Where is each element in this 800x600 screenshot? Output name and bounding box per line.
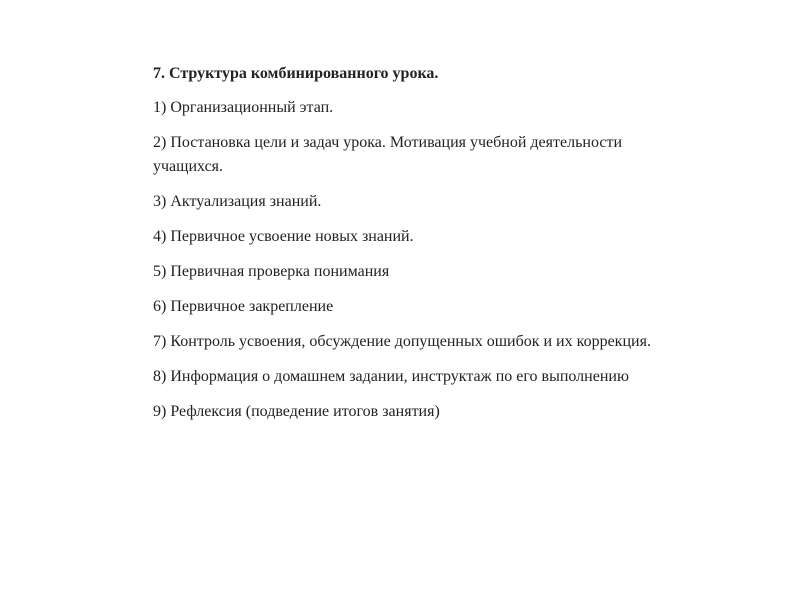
list-item: 1) Организационный этап. — [153, 99, 334, 116]
document-title: 7. Структура комбинированного урока. — [153, 65, 439, 82]
list-item: 8) Информация о домашнем задании, инструктаж по его выполнению — [153, 368, 629, 385]
list-item: 9) Рефлексия (подведение итогов занятия) — [153, 403, 440, 420]
document-content — [153, 62, 673, 435]
list-item: 5) Первичная проверка понимания — [153, 263, 390, 280]
list-item: 2) Постановка цели и задач урока. Мотивация учебной деятельности учащихся. — [153, 134, 623, 175]
list-item: 7) Контроль усвоения, обсуждение допущенных ошибок и их коррекция. — [153, 333, 651, 350]
list-item: 6) Первичное закрепление — [153, 298, 334, 315]
list-item: 3) Актуализация знаний. — [153, 193, 322, 210]
list-item: 4) Первичное усвоение новых знаний. — [153, 228, 414, 245]
